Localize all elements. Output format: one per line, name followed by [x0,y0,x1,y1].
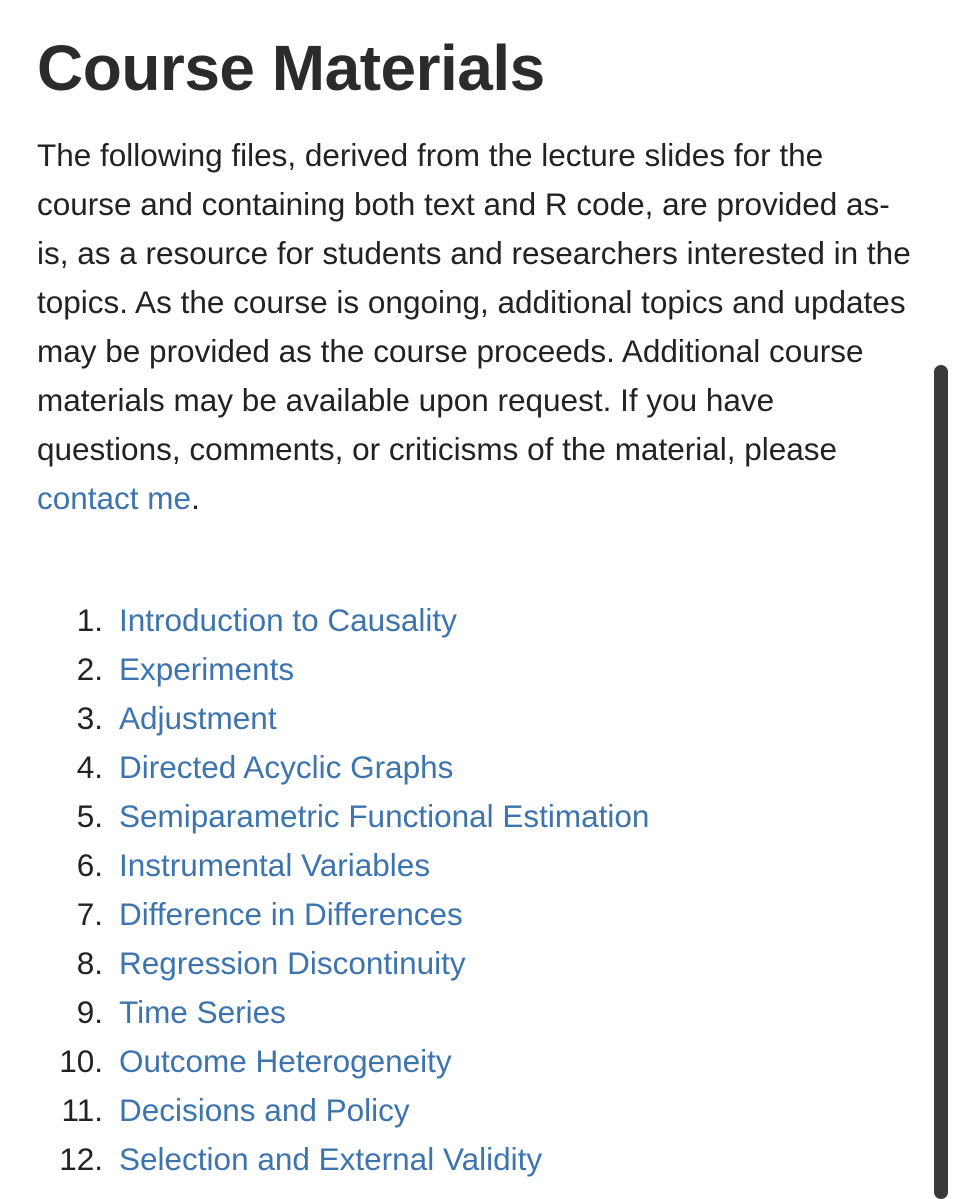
topic-number: 4. [76,749,103,785]
topic-number: 12. [59,1141,103,1177]
list-item [37,645,917,694]
topic-link-semiparametric-functional-estimation[interactable]: Semiparametric Functional Estimation [119,798,650,834]
page-title: Course Materials [37,32,545,104]
contact-me-link[interactable]: contact me [37,480,192,516]
topic-link-experiments[interactable]: Experiments [119,651,295,687]
topic-number: 7. [76,896,103,932]
topic-link-adjustment[interactable]: Adjustment [119,700,277,736]
list-item [37,988,917,1037]
topic-number: 5. [76,798,103,834]
vertical-scrollbar[interactable] [934,365,948,1199]
topic-link-directed-acyclic-graphs[interactable]: Directed Acyclic Graphs [119,749,454,785]
list-item [37,596,917,645]
topic-number: 1. [76,602,103,638]
topic-link-time-series[interactable]: Time Series [119,994,286,1030]
list-item [37,694,917,743]
topic-link-introduction-to-causality[interactable]: Introduction to Causality [119,602,457,638]
topic-link-outcome-heterogeneity[interactable]: Outcome Heterogeneity [119,1043,452,1079]
topic-link-difference-in-differences[interactable]: Difference in Differences [119,896,463,932]
topic-number: 9. [76,994,103,1030]
list-item [37,1135,917,1184]
list-item [37,792,917,841]
list-item [37,743,917,792]
topic-list [37,596,917,1184]
topic-link-selection-and-external-validity[interactable]: Selection and External Validity [119,1141,543,1177]
topic-number: 8. [76,945,103,981]
topic-link-regression-discontinuity[interactable]: Regression Discontinuity [119,945,466,981]
intro-text: The following files, derived from the lecture slides for the course and containing both text and R code, are provided as-is, as a resource for students and researchers interested in the topics. As the course is ongoing, additional topics and updates may be provided as the course proceeds. Additional course materials may be available upon request. If you have questions, comments, or criticisms of the material, please [37,137,911,467]
topic-number: 3. [76,700,103,736]
topic-link-instrumental-variables[interactable]: Instrumental Variables [119,847,431,883]
topic-link-decisions-and-policy[interactable]: Decisions and Policy [119,1092,410,1128]
topic-number: 6. [76,847,103,883]
intro-end: . [191,480,200,516]
list-item [37,939,917,988]
topic-number: 2. [76,651,103,687]
list-item [37,890,917,939]
list-item [37,841,917,890]
topic-number: 11. [61,1092,103,1128]
topic-number: 10. [59,1043,103,1079]
intro-paragraph [37,131,917,523]
list-item [37,1086,917,1135]
list-item [37,1037,917,1086]
